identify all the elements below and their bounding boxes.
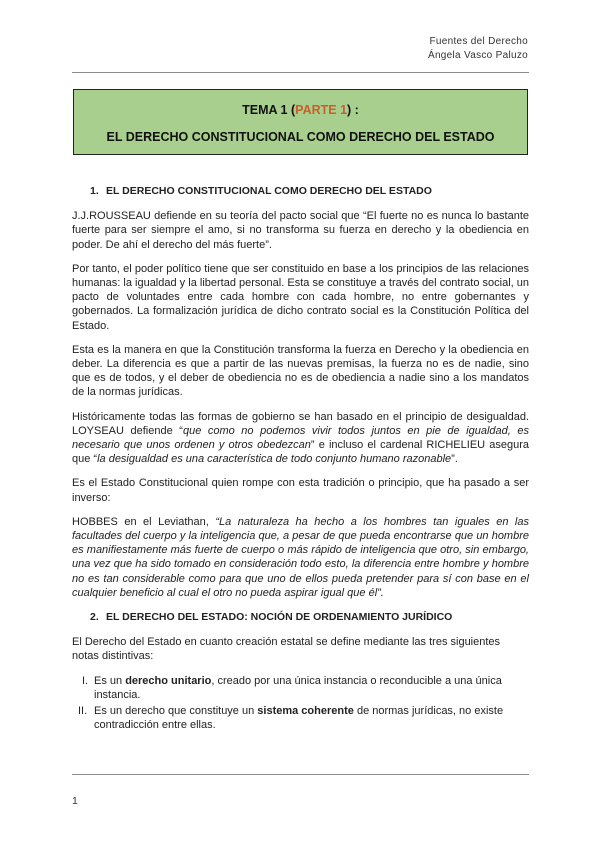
- page-header: [428, 35, 528, 63]
- paragraph-rousseau: J.J.ROUSSEAU defiende en su teoría del pacto social que “El fuerte no es nunca lo bastante fuerte para ser siempre el amo, si no transforma su fuerza en derecho y la obediencia en poder. De ahí el derecho del más fuerte”.: [72, 210, 529, 251]
- header-subject: Fuentes del Derecho: [429, 36, 528, 47]
- section-2-heading: [72, 610, 529, 624]
- list-item: I. Es un derecho unitario, creado por una única instancia o reconducible a una única instancia.: [82, 674, 502, 701]
- title-prefix: TEMA 1 (: [242, 103, 296, 117]
- paragraph-notas-distintivas: El Derecho del Estado en cuanto creación estatal se define mediante las tres siguientes notas distintivas:: [72, 636, 501, 663]
- roman-list: [72, 674, 529, 733]
- footer-rule: [72, 774, 529, 775]
- page-number: 1: [72, 795, 78, 807]
- section-1-title: EL DERECHO CONSTITUCIONAL COMO DERECHO DEL ESTADO: [106, 185, 432, 197]
- paragraph-constitucion: Esta es la manera en que la Constitución transforma la fuerza en Derecho y la obediencia en deber. La diferencia es que a partir de las nuevas premisas, la fuerza no es de nadie, sino que es de todos, y el deber de obediencia no es de obediencia a nadie sino a los mandatos de la normas jurídicas.: [72, 343, 529, 399]
- title-box: [73, 89, 528, 155]
- title-suffix: ) :: [347, 103, 359, 117]
- hobbes-quote: “La naturaleza ha hecho a los hombres tan iguales en las facultades del cuerpo y la inteligencia que, a pesar de que pueda encontrarse que un hombre es manifiestamente más fuerte de cuerpo o más rápido de inteligencia que otro, sin embargo, una vez que ha sido tomado en consideración todo esto, la diferencia entre hombre y hombre no es tan considerable como para que uno de ellos pueda pretender para sí con base en el cualquier beneficio al cual el otro no pueda aspirar igual que él”.: [72, 515, 529, 599]
- document-body: [72, 184, 529, 735]
- title-part: PARTE 1: [295, 103, 348, 117]
- title-line-2: EL DERECHO CONSTITUCIONAL COMO DERECHO DEL ESTADO: [106, 130, 495, 144]
- section-2-title: EL DERECHO DEL ESTADO: NOCIÓN DE ORDENAMIENTO JURÍDICO: [106, 611, 453, 624]
- list-item: II. Es un derecho que constituye un sistema coherente de normas jurídicas, no existe contradicción entre ellas.: [78, 705, 504, 732]
- paragraph-poder-politico: Por tanto, el poder político tiene que ser constituido en base a los principios de las relaciones humanas: la igualdad y la libertad personal. Esta se constituye a través del contrato social, un pacto de voluntades entre cada hombre con cada hombre, no entre gobernantes y gobernados. La formalización jurídica de dicho contrato social es la Constitución Política del Estado.: [72, 262, 529, 332]
- section-1-number: 1.: [90, 185, 99, 197]
- paragraph-desigualdad: Históricamente todas las formas de gobierno se han basado en el principio de desigualdad. LOYSEAU defiende “que como no podemos vivir todos juntos en pie de igualdad, es necesario que unos ordenen y otros obedezcan” e incluso el cardenal RICHELIEU asegura que “la desigualdad es una característica de todo conjunto humano razonable”.: [72, 410, 529, 466]
- header-rule: [72, 72, 529, 73]
- header-author: Ángela Vasco Paluzo: [427, 50, 528, 61]
- paragraph-estado-constitucional: Es el Estado Constitucional quien rompe con esta tradición o principio, que ha pasado a ser inverso:: [72, 477, 529, 504]
- section-2-number: 2.: [90, 611, 99, 624]
- title-line-1: [74, 103, 527, 117]
- paragraph-hobbes: HOBBES en el Leviathan, “La naturaleza ha hecho a los hombres tan iguales en las facultades del cuerpo y la inteligencia que, a pesar de que pueda encontrarse que un hombre es manifiestamente más fuerte de cuerpo o más rápido de inteligencia que otro, sin embargo, una vez que ha sido tomado en consideración todo esto, la diferencia entre hombre y hombre no es tan considerable como para que uno de ellos pueda pretender para sí con base en el cualquier beneficio al cual el otro no pueda aspirar igual que él”.: [72, 515, 529, 599]
- section-1-heading: [72, 184, 529, 198]
